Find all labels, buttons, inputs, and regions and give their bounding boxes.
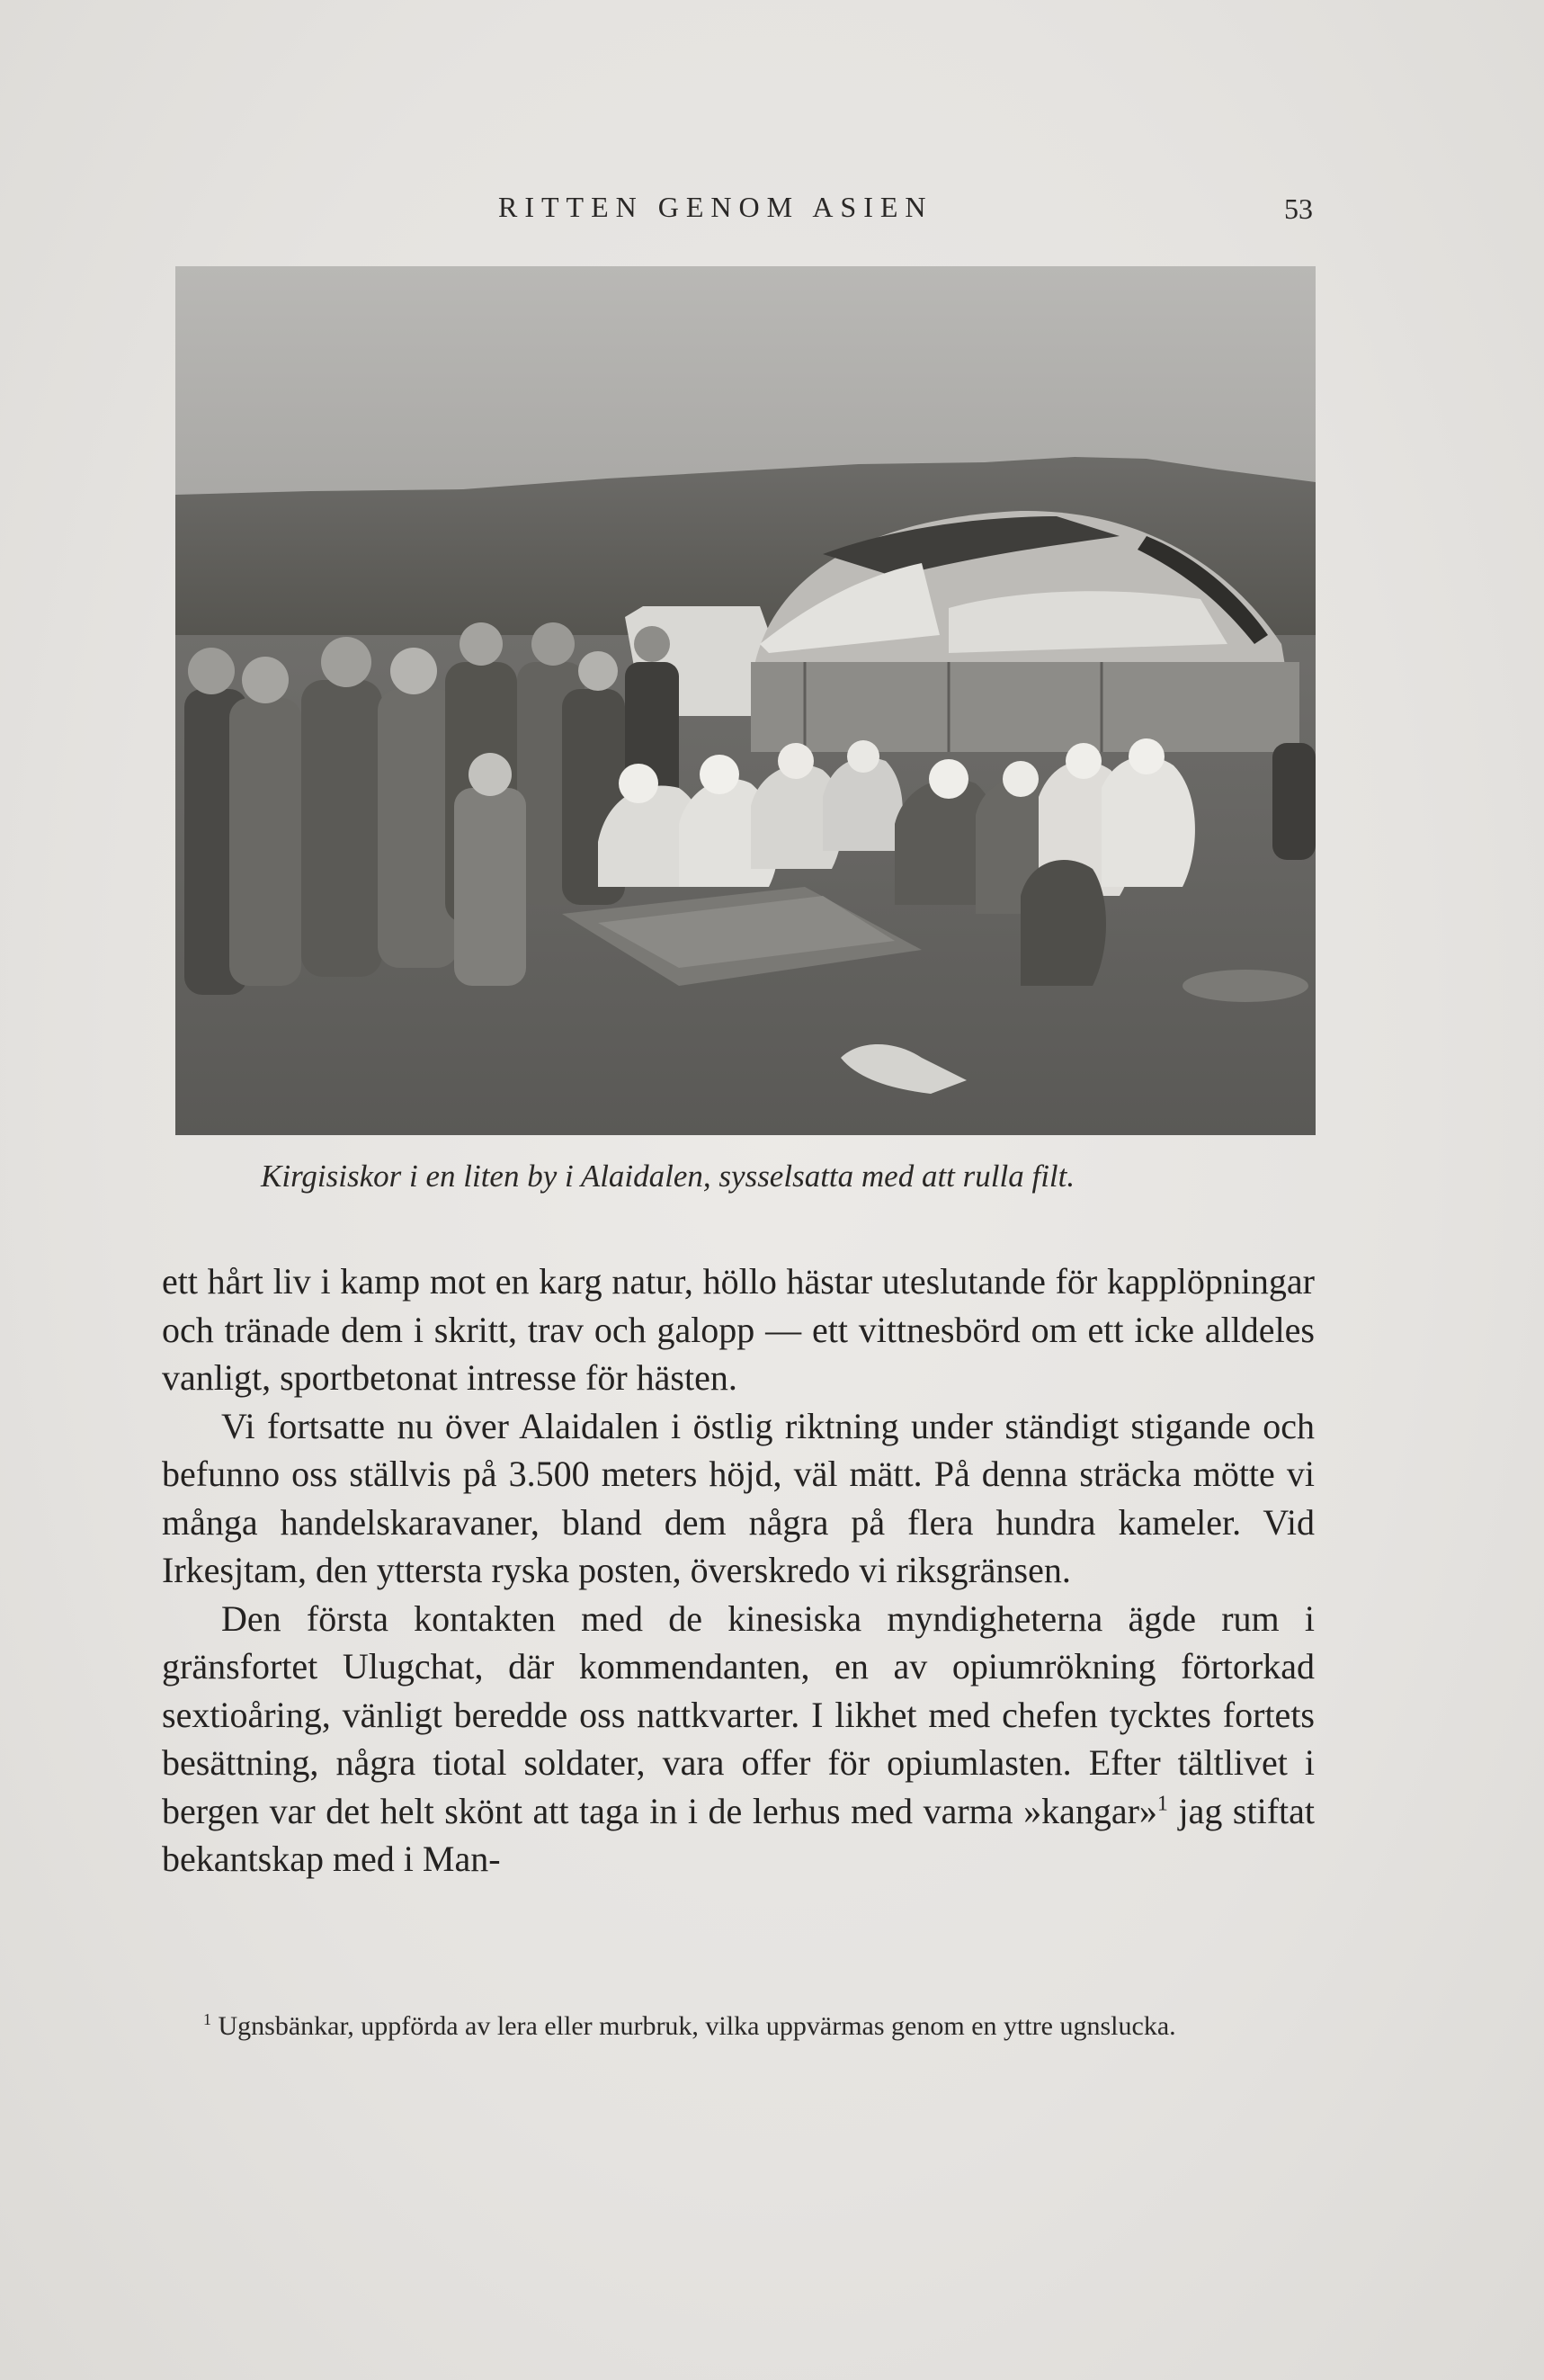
footnote-marker: 1 bbox=[203, 2010, 211, 2029]
paragraph-1: ett hårt liv i kamp mot en karg natur, höllo hästar uteslutande för kapplöpningar och tränade dem i skritt, trav och galopp — ett vittnesbörd om ett icke alldeles vanligt, sportbetonat intresse för hästen. bbox=[162, 1261, 1315, 1398]
paragraph-3-text: Den första kontakten med de kinesiska myndigheterna ägde rum i gränsfortet Ulugchat, där kommendanten, en av opiumrökning förtorkad sextioåring, vänligt beredde oss nattkvarter. I likhet med chefen tycktes fortets besättning, några tiotal soldater, vara offer för opiumlasten. Efter tältlivet i bergen var det helt skönt att taga in i de lerhus med varma »kangar» bbox=[162, 1597, 1315, 1831]
running-head bbox=[162, 191, 1313, 227]
figure-right bbox=[1272, 743, 1316, 860]
photo-caption: Kirgisiskor i en liten by i Alaidalen, sysselsatta med att rulla filt. bbox=[261, 1159, 1075, 1194]
photograph-yurt-felt-rolling bbox=[175, 266, 1316, 1135]
paragraph-3-tail: jag stiftat bekantskap med i Man- bbox=[162, 1790, 1315, 1879]
body-text bbox=[162, 1257, 1315, 1883]
page-number: 53 bbox=[1284, 192, 1313, 225]
footnote-text: Ugnsbänkar, uppförda av lera eller murbruk, vilka uppvärmas genom en yttre ugnslucka. bbox=[211, 2011, 1176, 2041]
paragraph-2: Vi fortsatte nu över Alaidalen i östlig riktning under ständigt stigande och befunno oss ställvis på 3.500 meters höjd, väl mätt. På denna sträcka mötte vi många handelskaravaner, bland dem några på flera hundra kameler. Vid Irkesjtam, den yttersta ryska posten, överskredo vi riksgränsen. bbox=[162, 1405, 1315, 1590]
basin bbox=[1183, 970, 1308, 1002]
running-title: RITTEN GENOM ASIEN bbox=[498, 191, 933, 223]
footnote-reference: 1 bbox=[1156, 1792, 1168, 1816]
footnote bbox=[162, 2009, 1315, 2044]
paragraph-3 bbox=[162, 1595, 1315, 1883]
